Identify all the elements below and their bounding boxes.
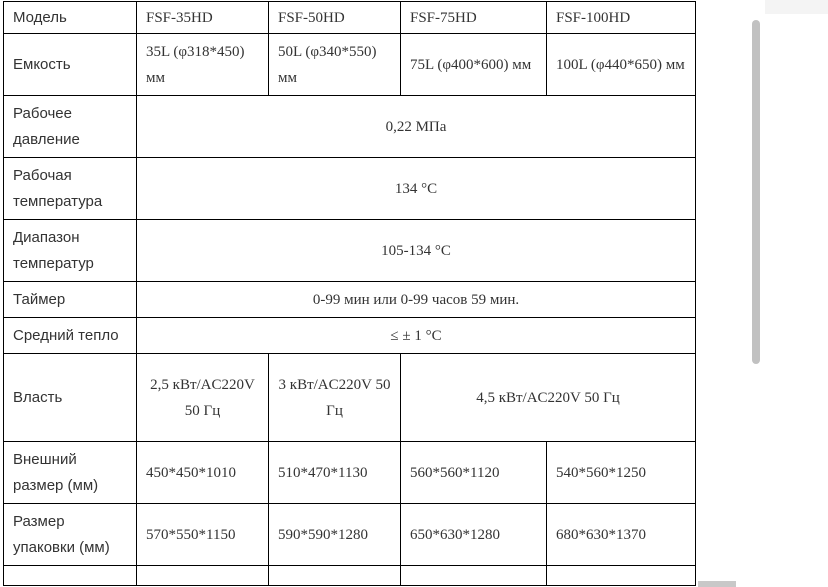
cell-range: 105-134 °C	[137, 220, 696, 282]
row-label-capacity: Емкость	[4, 34, 137, 96]
empty-cell	[547, 566, 696, 586]
cell-capacity: 50L (φ340*550) мм	[269, 34, 401, 96]
scrollbar-thumb[interactable]	[752, 20, 760, 364]
row-label-timer: Таймер	[4, 282, 137, 318]
row-label-pack: Размер упаковки (мм)	[4, 504, 137, 566]
row-label-avg-heat: Средний тепло	[4, 318, 137, 354]
row-label-size: Внешний размер (мм)	[4, 442, 137, 504]
table-row	[4, 2, 696, 34]
cell-power: 4,5 кВт/AC220V 50 Гц	[401, 354, 696, 442]
table-row	[4, 34, 696, 96]
row-label-range: Диапазон температур	[4, 220, 137, 282]
table-row	[4, 566, 696, 586]
row-label-power: Власть	[4, 354, 137, 442]
empty-cell	[269, 566, 401, 586]
cell-size: 560*560*1120	[401, 442, 547, 504]
cell-temperature: 134 °C	[137, 158, 696, 220]
empty-cell	[4, 566, 137, 586]
cell-pack: 590*590*1280	[269, 504, 401, 566]
cell-model: FSF-50HD	[269, 2, 401, 34]
table-row	[4, 504, 696, 566]
cell-pack: 650*630*1280	[401, 504, 547, 566]
table-row	[4, 354, 696, 442]
cell-size: 450*450*1010	[137, 442, 269, 504]
cell-capacity: 75L (φ400*600) мм	[401, 34, 547, 96]
table-row	[4, 220, 696, 282]
cell-power: 3 кВт/AC220V 50 Гц	[269, 354, 401, 442]
table-row	[4, 442, 696, 504]
cell-model: FSF-35HD	[137, 2, 269, 34]
table-row	[4, 318, 696, 354]
cell-capacity: 100L (φ440*650) мм	[547, 34, 696, 96]
row-label-temperature: Рабочая температура	[4, 158, 137, 220]
cell-size: 540*560*1250	[547, 442, 696, 504]
side-panel	[765, 0, 828, 14]
cell-pack: 570*550*1150	[137, 504, 269, 566]
cell-capacity: 35L (φ318*450) мм	[137, 34, 269, 96]
cell-avg-heat: ≤ ± 1 °C	[137, 318, 696, 354]
cell-model: FSF-100HD	[547, 2, 696, 34]
horizontal-scrollbar-thumb[interactable]	[698, 581, 736, 587]
table-row	[4, 158, 696, 220]
cell-power: 2,5 кВт/AC220V 50 Гц	[137, 354, 269, 442]
spec-table	[3, 1, 696, 586]
empty-cell	[137, 566, 269, 586]
row-label-model: Модель	[4, 2, 137, 34]
table-row	[4, 96, 696, 158]
row-label-pressure: Рабочее давление	[4, 96, 137, 158]
cell-pack: 680*630*1370	[547, 504, 696, 566]
cell-pressure: 0,22 МПа	[137, 96, 696, 158]
empty-cell	[401, 566, 547, 586]
cell-size: 510*470*1130	[269, 442, 401, 504]
table-row	[4, 282, 696, 318]
cell-model: FSF-75HD	[401, 2, 547, 34]
cell-timer: 0-99 мин или 0-99 часов 59 мин.	[137, 282, 696, 318]
